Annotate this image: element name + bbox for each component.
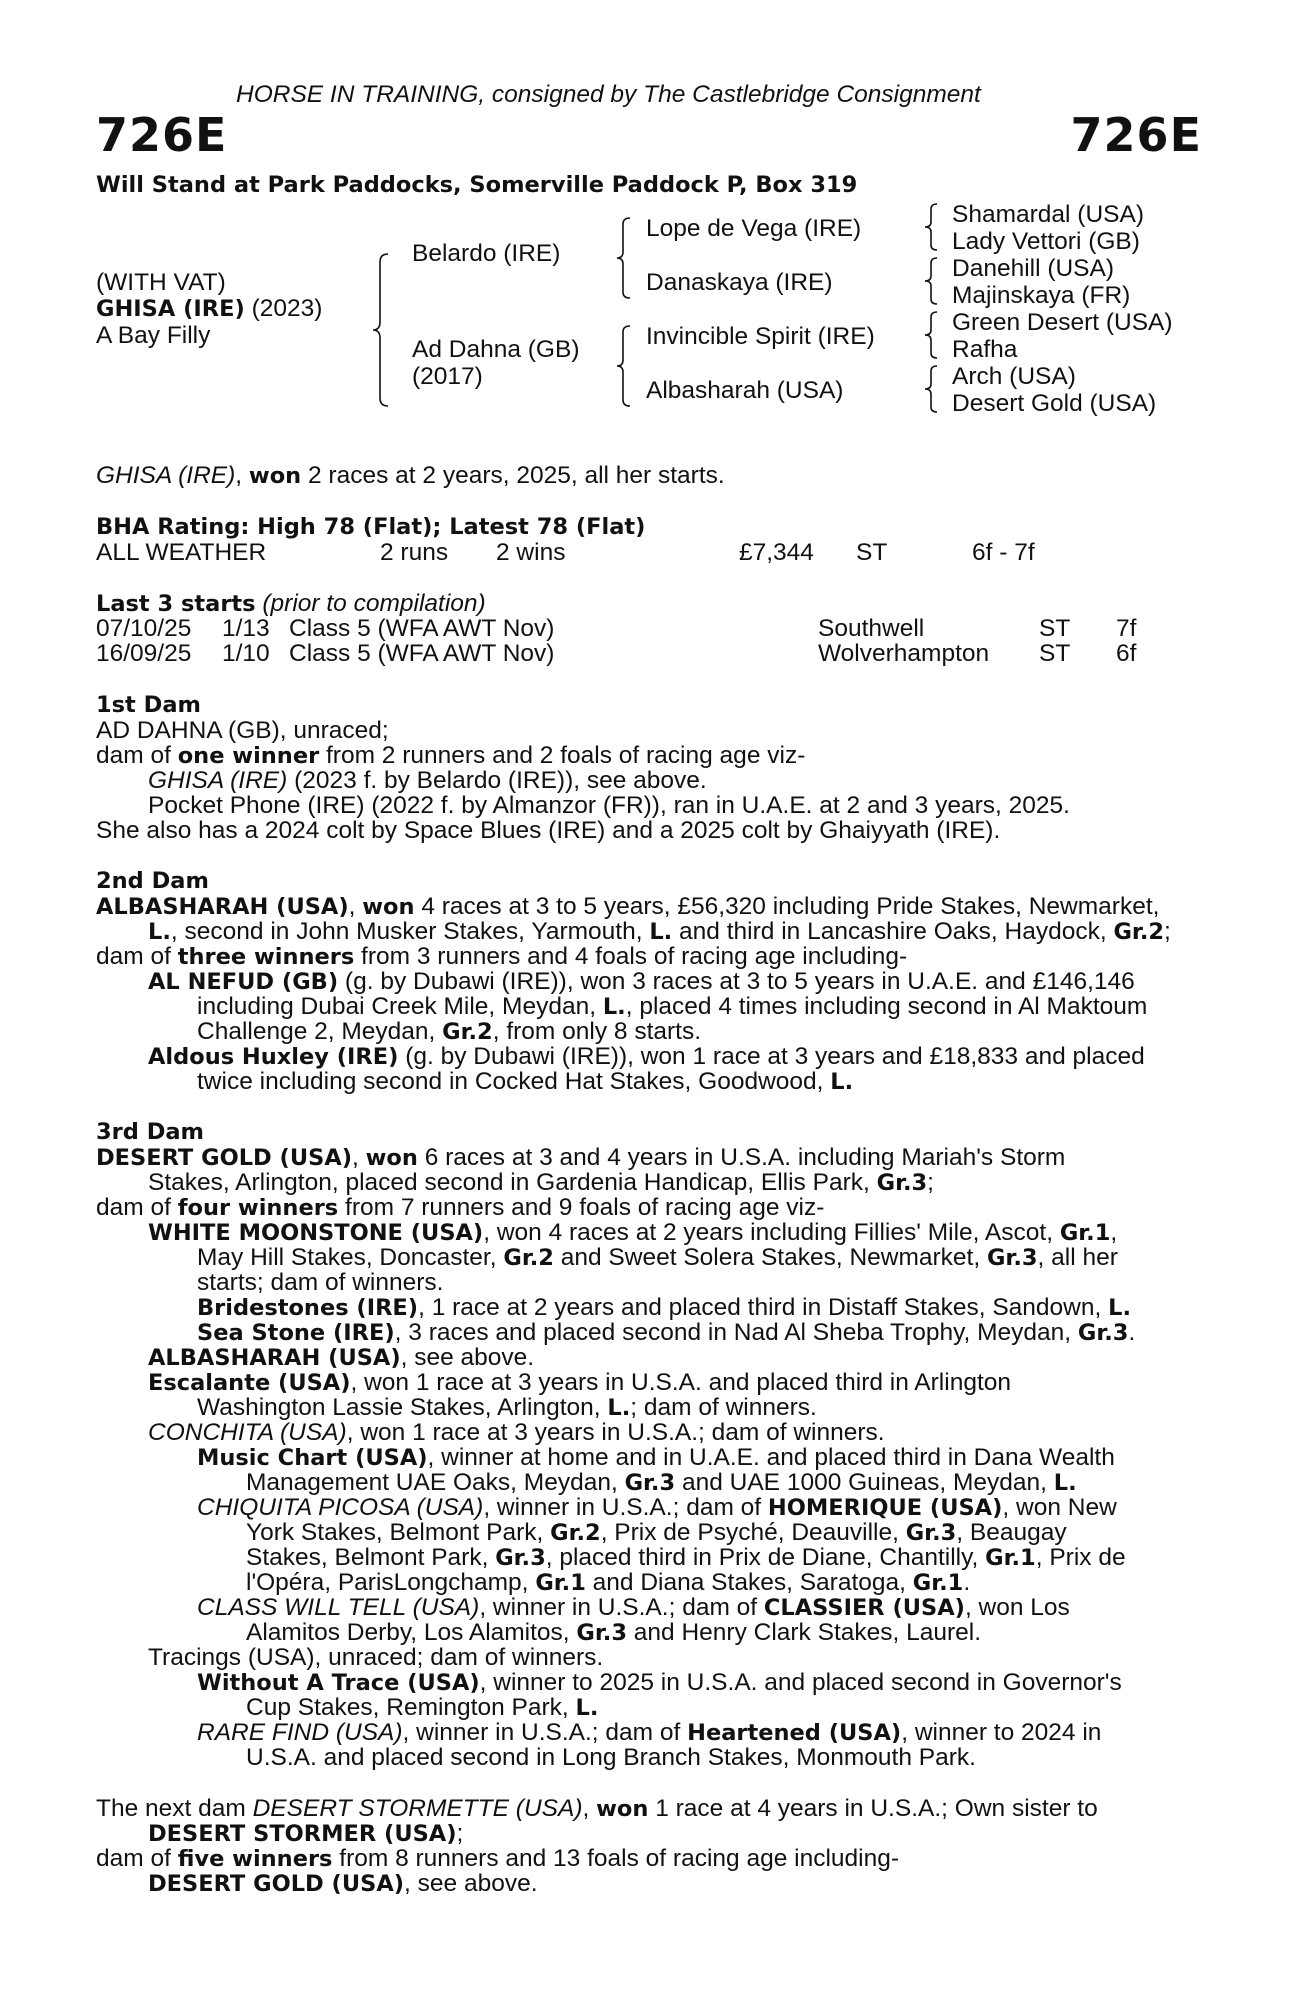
bridestones: Bridestones (IRE), 1 race at 2 years and placed third in Distaff Stakes, Sandown, L. xyxy=(197,1294,1131,1321)
horse-name: GHISA (IRE) xyxy=(96,296,245,322)
without-a-trace-line1: Without A Trace (USA), winner to 2025 in U.S.A. and placed second in Governor's xyxy=(197,1669,1122,1696)
race-summary: GHISA (IRE), won 2 races at 2 years, 2025, all her starts. xyxy=(96,462,725,489)
produce-pocket-phone: Pocket Phone (IRE) (2022 f. by Almanzor (FR)), ran in U.A.E. at 2 and 3 years, 2025. xyxy=(148,792,1070,819)
start-course: Wolverhampton xyxy=(818,640,990,667)
white-moonstone-line3: starts; dam of winners. xyxy=(197,1269,444,1296)
start-distance: 6f xyxy=(1116,640,1137,667)
brace-sd xyxy=(922,256,942,306)
al-nefud-line3: Challenge 2, Meydan, Gr.2, from only 8 starts. xyxy=(197,1018,702,1045)
albasharah-ref: ALBASHARAH (USA), see above. xyxy=(148,1344,535,1371)
dam-dam: Albasharah (USA) xyxy=(646,377,844,404)
horse-name-line xyxy=(96,296,322,323)
distance-range: 6f - 7f xyxy=(972,539,1035,566)
brace-ds xyxy=(922,310,942,360)
conchita: CONCHITA (USA), won 1 race at 3 years in U.S.A.; dam of winners. xyxy=(148,1419,885,1446)
chiquita-picosa-line2: York Stakes, Belmont Park, Gr.2, Prix de Psyché, Deauville, Gr.3, Beaugay xyxy=(246,1519,1067,1546)
start-going: ST xyxy=(1039,615,1071,642)
second-dam-produce-summary: dam of three winners from 3 runners and 4 foals of racing age including- xyxy=(96,943,908,970)
won-label: won xyxy=(248,463,302,489)
start-date: 16/09/25 xyxy=(96,640,192,667)
sire-dam: Danaskaya (IRE) xyxy=(646,269,833,296)
first-dam-produce-summary: dam of one winner from 2 runners and 2 foals of racing age viz- xyxy=(96,742,806,769)
surface: ALL WEATHER xyxy=(96,539,267,566)
first-dam-heading: 1st Dam xyxy=(96,692,201,718)
brace-ss xyxy=(922,202,942,252)
without-a-trace-line2: Cup Stakes, Remington Park, L. xyxy=(246,1694,599,1721)
brace-sire xyxy=(614,216,634,300)
rare-find-line1: RARE FIND (USA), winner in U.S.A.; dam of Heartened (USA), winner to 2024 in xyxy=(197,1719,1102,1746)
horse-year: (2023) xyxy=(244,295,323,322)
tracings: Tracings (USA), unraced; dam of winners. xyxy=(148,1644,604,1671)
horse-description: A Bay Filly xyxy=(96,322,211,349)
class-will-tell-line2: Alamitos Derby, Los Alamitos, Gr.3 and Henry Clark Stakes, Laurel. xyxy=(246,1619,982,1646)
second-dam-heading: 2nd Dam xyxy=(96,868,209,894)
next-dam-line2: DESERT STORMER (USA); xyxy=(148,1820,464,1847)
chiquita-picosa-line4: l'Opéra, ParisLongchamp, Gr.1 and Diana Stakes, Saratoga, Gr.1. xyxy=(246,1569,971,1596)
brace-dam xyxy=(614,324,634,408)
going: ST xyxy=(856,539,888,566)
desert-gold-line1: DESERT GOLD (USA), won 6 races at 3 and 4 years in U.S.A. including Mariah's Storm xyxy=(96,1144,1066,1171)
brace-dd xyxy=(922,364,942,414)
bha-rating: BHA Rating: High 78 (Flat); Latest 78 (Flat) xyxy=(96,514,646,540)
sire: Belardo (IRE) xyxy=(412,240,561,267)
prize-money: £7,344 xyxy=(739,539,814,566)
third-dam-heading: 3rd Dam xyxy=(96,1119,204,1145)
lot-number-right: 726E xyxy=(1070,108,1202,162)
dam-year: (2017) xyxy=(412,363,483,390)
albasharah-line2: L., second in John Musker Stakes, Yarmouth, L. and third in Lancashire Oaks, Haydock, Gr.2; xyxy=(148,918,1171,945)
produce-ghisa: GHISA (IRE) (2023 f. by Belardo (IRE)), see above. xyxy=(148,767,707,794)
next-dam-produce-summary: dam of five winners from 8 runners and 13 foals of racing age including- xyxy=(96,1845,900,1872)
sire-sire-sire: Shamardal (USA) xyxy=(952,201,1144,228)
white-moonstone-line1: WHITE MOONSTONE (USA), won 4 races at 2 years including Fillies' Mile, Ascot, Gr.1, xyxy=(148,1219,1118,1246)
chiquita-picosa-line1: CHIQUITA PICOSA (USA), winner in U.S.A.; dam of HOMERIQUE (USA), won New xyxy=(197,1494,1117,1521)
lot-number-left: 726E xyxy=(96,108,228,162)
first-dam-name: AD DAHNA (GB), unraced; xyxy=(96,717,389,744)
class-will-tell-line1: CLASS WILL TELL (USA), winner in U.S.A.; dam of CLASSIER (USA), won Los xyxy=(197,1594,1070,1621)
next-dam-line1: The next dam DESERT STORMETTE (USA), won 1 race at 4 years in U.S.A.; Own sister to xyxy=(96,1795,1098,1822)
sire-sire-dam: Lady Vettori (GB) xyxy=(952,228,1140,255)
start-position: 1/10 xyxy=(222,640,270,667)
start-going: ST xyxy=(1039,640,1071,667)
dam-dam-dam: Desert Gold (USA) xyxy=(952,390,1157,417)
start-date: 07/10/25 xyxy=(96,615,192,642)
aldous-huxley-line2: twice including second in Cocked Hat Stakes, Goodwood, L. xyxy=(197,1068,854,1095)
aldous-huxley-line1: Aldous Huxley (IRE) (g. by Dubawi (IRE)), won 1 race at 3 years and £18,833 and placed xyxy=(148,1043,1145,1070)
sire-dam-sire: Danehill (USA) xyxy=(952,255,1115,282)
last-starts-heading: Last 3 starts (prior to compilation) xyxy=(96,590,486,617)
dam: Ad Dahna (GB) xyxy=(412,336,580,363)
runs: 2 runs xyxy=(380,539,449,566)
chiquita-picosa-line3: Stakes, Belmont Park, Gr.3, placed third in Prix de Diane, Chantilly, Gr.1, Prix de xyxy=(246,1544,1126,1571)
al-nefud-line1: AL NEFUD (GB) (g. by Dubawi (IRE)), won 3 races at 3 to 5 years in U.A.E. and £146,146 xyxy=(148,968,1135,995)
white-moonstone-line2: May Hill Stakes, Doncaster, Gr.2 and Sweet Solera Stakes, Newmarket, Gr.3, all her xyxy=(197,1244,1118,1271)
first-dam-young-stock: She also has a 2024 colt by Space Blues (IRE) and a 2025 colt by Ghaiyyath (IRE). xyxy=(96,817,1001,844)
catalogue-subtitle: HORSE IN TRAINING, consigned by The Castlebridge Consignment xyxy=(236,81,981,108)
escalante-line1: Escalante (USA), won 1 race at 3 years in U.S.A. and placed third in Arlington xyxy=(148,1369,1012,1396)
start-race: Class 5 (WFA AWT Nov) xyxy=(289,640,555,667)
rare-find-line2: U.S.A. and placed second in Long Branch Stakes, Monmouth Park. xyxy=(246,1744,976,1771)
third-dam-produce-summary: dam of four winners from 7 runners and 9 foals of racing age viz- xyxy=(96,1194,825,1221)
al-nefud-line2: including Dubai Creek Mile, Meydan, L., placed 4 times including second in Al Maktoum xyxy=(197,993,1148,1020)
escalante-line2: Washington Lassie Stakes, Arlington, L.; dam of winners. xyxy=(197,1394,817,1421)
brace-main xyxy=(370,252,392,408)
sire-dam-dam: Majinskaya (FR) xyxy=(952,282,1131,309)
start-race: Class 5 (WFA AWT Nov) xyxy=(289,615,555,642)
desert-gold-ref: DESERT GOLD (USA), see above. xyxy=(148,1870,538,1897)
start-position: 1/13 xyxy=(222,615,270,642)
dam-sire: Invincible Spirit (IRE) xyxy=(646,323,875,350)
desert-gold-line2: Stakes, Arlington, placed second in Gardenia Handicap, Ellis Park, Gr.3; xyxy=(148,1169,934,1196)
stand-location: Will Stand at Park Paddocks, Somerville Paddock P, Box 319 xyxy=(96,172,858,198)
start-distance: 7f xyxy=(1116,615,1137,642)
dam-dam-sire: Arch (USA) xyxy=(952,363,1076,390)
vat-note: (WITH VAT) xyxy=(96,269,226,296)
music-chart-line1: Music Chart (USA), winner at home and in U.A.E. and placed third in Dana Wealth xyxy=(197,1444,1115,1471)
dam-sire-sire: Green Desert (USA) xyxy=(952,309,1173,336)
sire-sire: Lope de Vega (IRE) xyxy=(646,215,862,242)
wins: 2 wins xyxy=(496,539,566,566)
albasharah-line1: ALBASHARAH (USA), won 4 races at 3 to 5 years, £56,320 including Pride Stakes, Newmarket, xyxy=(96,893,1160,920)
sea-stone: Sea Stone (IRE), 3 races and placed second in Nad Al Sheba Trophy, Meydan, Gr.3. xyxy=(197,1319,1136,1346)
summary-horse: GHISA (IRE) xyxy=(96,462,236,489)
start-course: Southwell xyxy=(818,615,925,642)
dam-sire-dam: Rafha xyxy=(952,336,1018,363)
music-chart-line2: Management UAE Oaks, Meydan, Gr.3 and UAE 1000 Guineas, Meydan, L. xyxy=(246,1469,1077,1496)
